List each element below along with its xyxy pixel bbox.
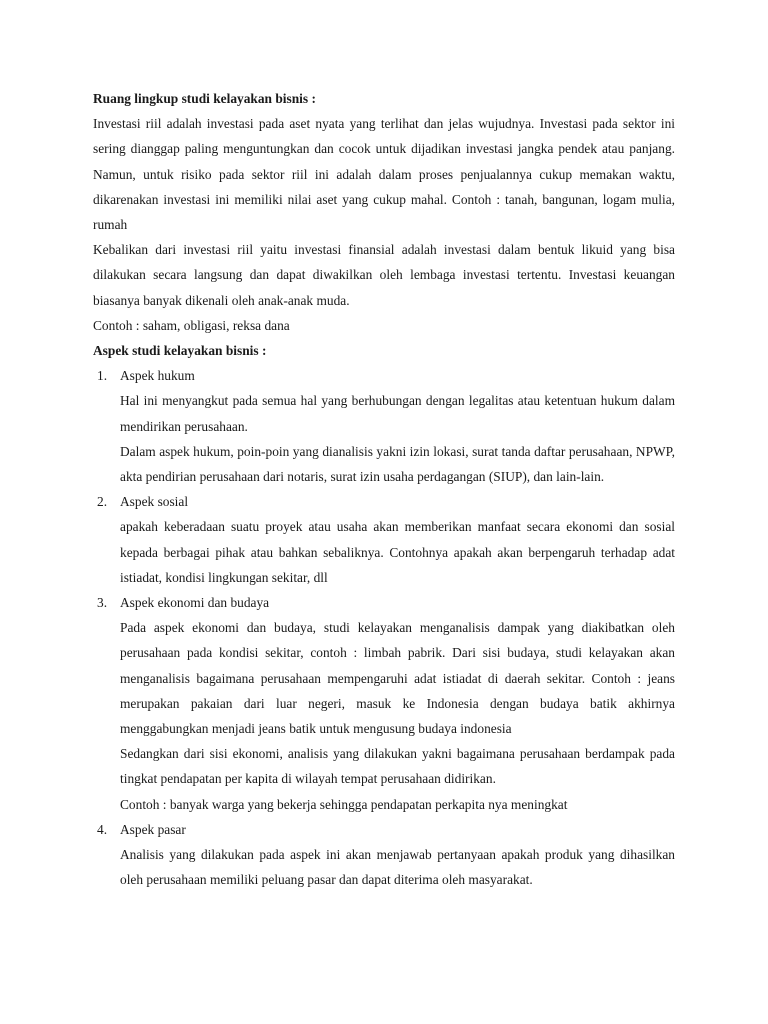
list-item-title: Aspek pasar [120, 821, 186, 837]
list-number: 3. [97, 595, 108, 611]
document-page [93, 86, 675, 893]
list-item-title: Aspek hukum [120, 368, 195, 384]
list-item-paragraph: Hal ini menyangkut pada semua hal yang berhubungan dengan legalitas atau ketentuan hukum dalam mendirikan perusahaan. [120, 393, 675, 434]
paragraph-investasi-riil: Investasi riil adalah investasi pada aset nyata yang terlihat dan jelas wujudnya. Investasi pada sektor ini sering dianggap paling menguntungkan dan cocok untuk dijadikan investasi jangka pendek atau panjang. Namun, untuk risiko pada sektor riil ini adalah dalam proses penjualannya cukup memakan waktu, dikarenakan investasi ini memiliki nilai aset yang cukup mahal. Contoh : tanah, bangunan, logam mulia, rumah [93, 116, 675, 233]
section-heading-ruang-lingkup: Ruang lingkup studi kelayakan bisnis : [93, 91, 316, 106]
paragraph-contoh-finansial: Contoh : saham, obligasi, reksa dana [93, 317, 290, 333]
list-item-paragraph: Contoh : banyak warga yang bekerja sehingga pendapatan perkapita nya meningkat [120, 796, 568, 812]
list-number: 1. [97, 368, 108, 384]
list-item-title: Aspek ekonomi dan budaya [120, 595, 270, 611]
list-item-aspek-sosial [93, 489, 675, 590]
paragraph-investasi-finansial: Kebalikan dari investasi riil yaitu investasi finansial adalah investasi dalam bentuk likuid yang bisa dilakukan secara langsung dan dapat diwakilkan oleh lembaga investasi tertentu. Investasi keuangan biasanya banyak dikenali oleh anak-anak muda. [93, 242, 675, 308]
list-number: 4. [97, 821, 108, 837]
list-item-aspek-hukum [93, 363, 675, 489]
list-item-paragraph: apakah keberadaan suatu proyek atau usaha akan memberikan manfaat secara ekonomi dan sosial kepada berbagai pihak atau bahkan sebaliknya. Contohnya apakah akan berpengaruh terhadap adat istiadat, kondisi lingkungan sekitar, dll [120, 519, 675, 585]
list-item-paragraph: Analisis yang dilakukan pada aspek ini akan menjawab pertanyaan apakah produk yang dihasilkan oleh perusahaan memiliki peluang pasar dan dapat diterima oleh masyarakat. [120, 847, 675, 888]
list-item-paragraph: Dalam aspek hukum, poin-poin yang dianalisis yakni izin lokasi, surat tanda daftar perusahaan, NPWP, akta pendirian perusahaan dari notaris, surat izin usaha perdagangan (SIUP), dan lain-lain. [120, 443, 675, 485]
section-heading-aspek: Aspek studi kelayakan bisnis : [93, 343, 267, 359]
list-item-paragraph: Sedangkan dari sisi ekonomi, analisis yang dilakukan yakni bagaimana perusahaan berdampak pada tingkat pendapatan per kapita di wilayah tempat perusahaan didirikan. [120, 746, 675, 787]
list-item-aspek-pasar [93, 817, 675, 893]
list-number: 2. [97, 494, 108, 510]
list-item-aspek-ekonomi-budaya [93, 590, 675, 817]
aspek-list [93, 363, 675, 892]
list-item-title: Aspek sosial [120, 494, 189, 510]
list-item-paragraph: Pada aspek ekonomi dan budaya, studi kelayakan menganalisis dampak yang diakibatkan oleh perusahaan pada kondisi sekitar, contoh : limbah pabrik. Dari sisi budaya, studi kelayakan akan menganalisis bagaimana perusahaan mempengaruhi adat istiadat di daerah sekitar. Contoh : jeans merupakan pakaian dari luar negeri, masuk ke Indonesia dengan budaya batik akhirnya menggabungkan menjadi jeans batik untuk mengusung budaya indonesia [120, 620, 675, 737]
